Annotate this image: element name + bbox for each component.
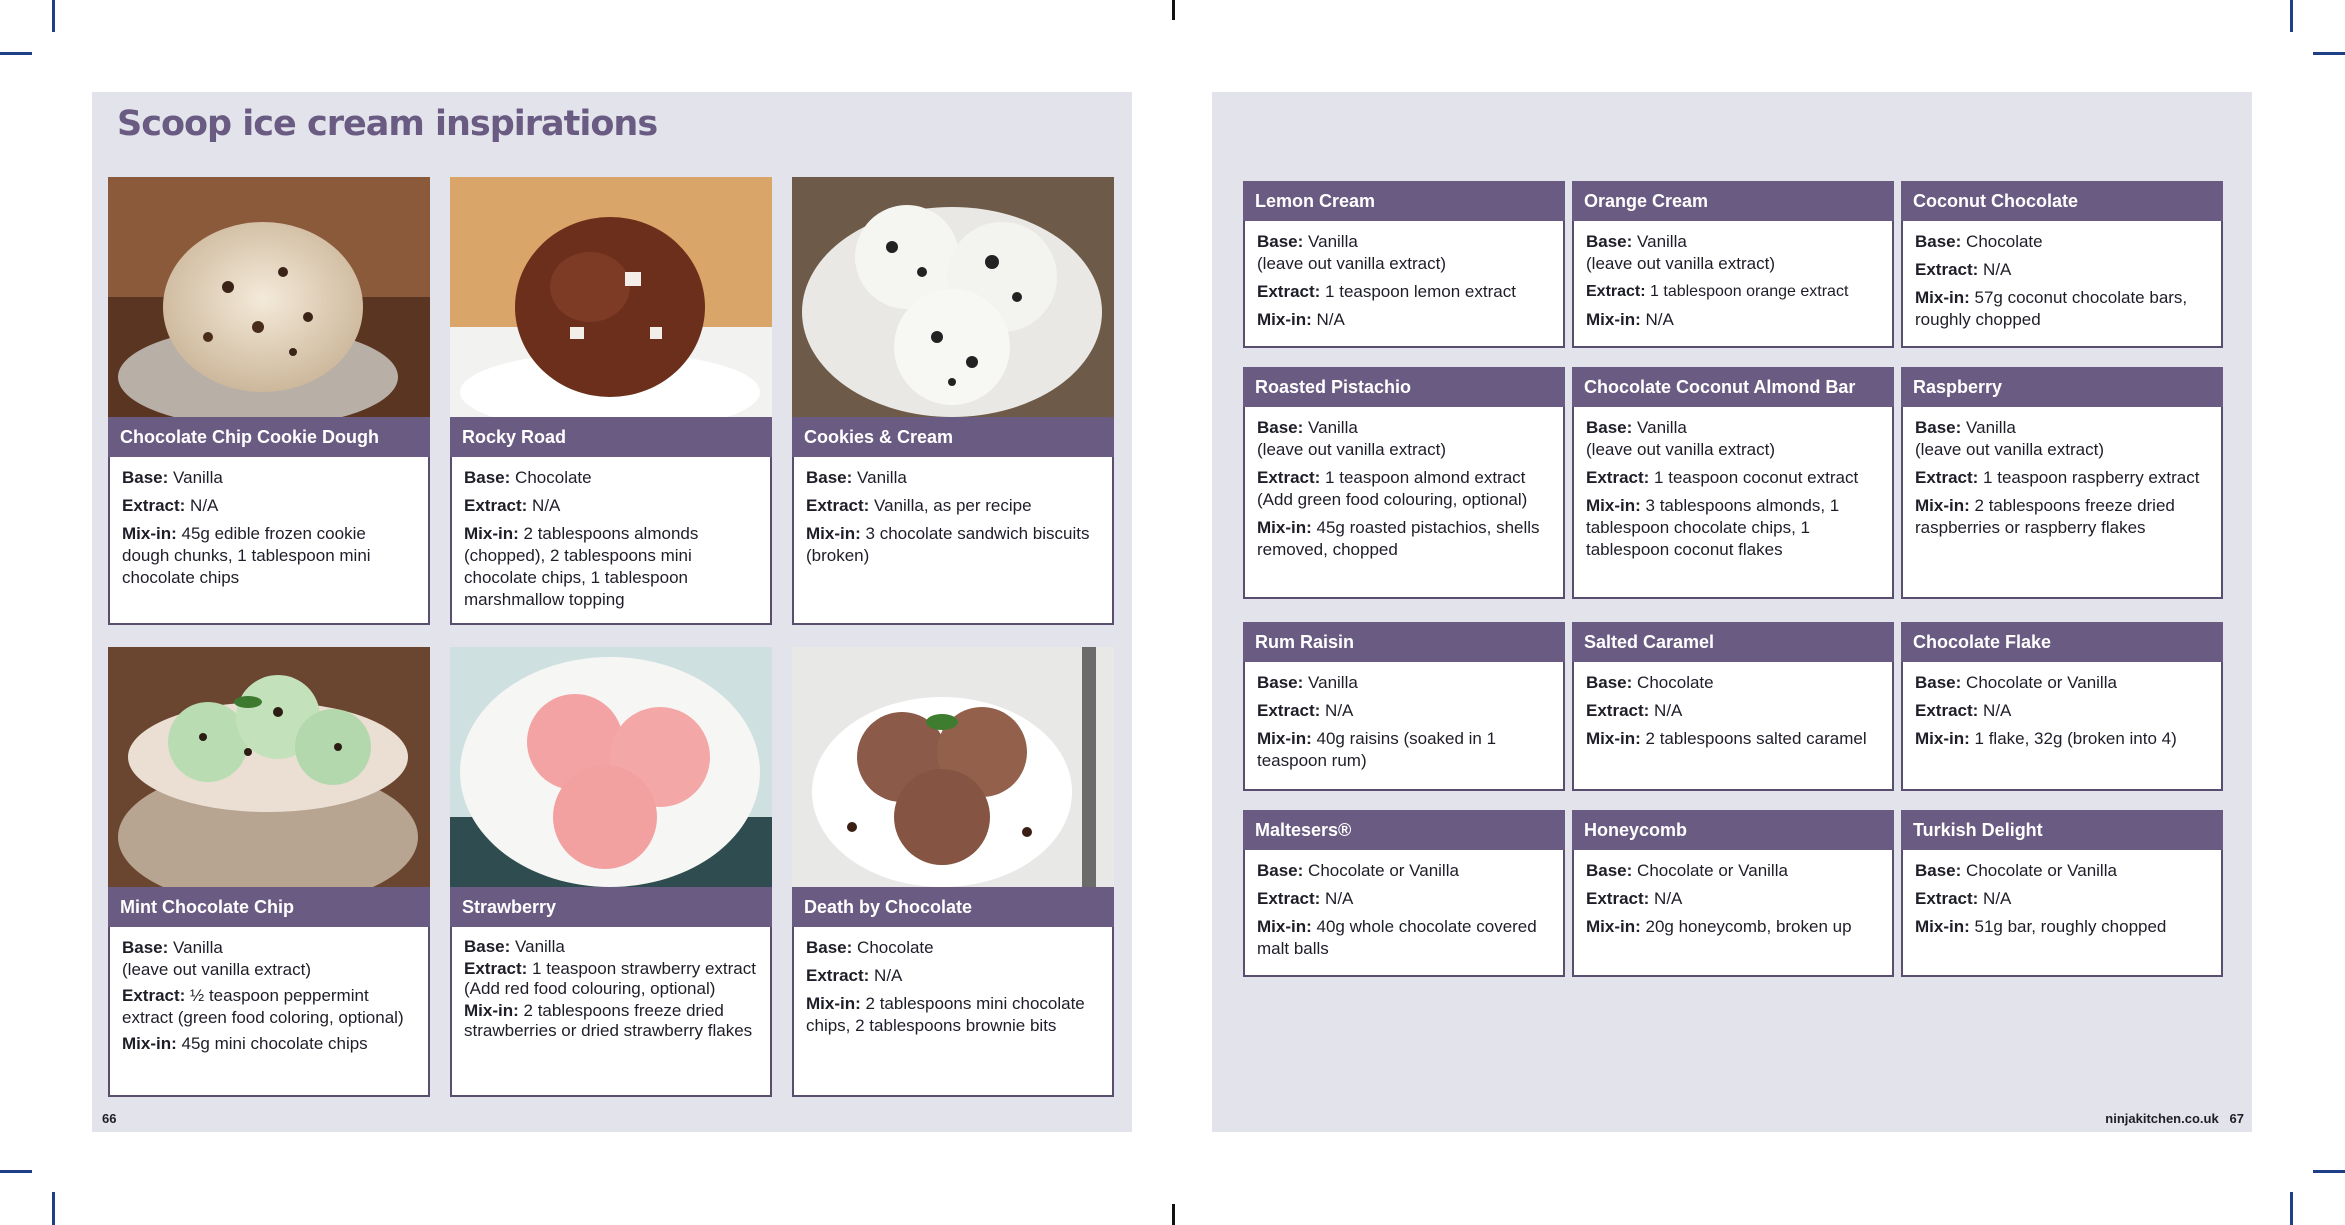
recipe-details: Base: Chocolate or Vanilla Extract: N/A Mix-in: 40g whole chocolate covered malt balls (1243, 850, 1565, 977)
ice-cream-photo (792, 177, 1114, 417)
recipe-details: Base: Chocolate Extract: N/A Mix-in: 57g coconut chocolate bars, roughly chopped (1901, 221, 2223, 348)
right-page (1212, 92, 2252, 1132)
recipe-name: Maltesers® (1243, 810, 1565, 850)
recipe-card-maltesers (1243, 810, 1565, 977)
recipe-card-lemon-cream (1243, 181, 1565, 348)
recipe-card-rocky-road (450, 177, 772, 625)
recipe-name: Strawberry (450, 887, 772, 927)
page-number: 67 (2229, 1111, 2244, 1126)
ice-cream-photo (792, 647, 1114, 887)
recipe-name: Roasted Pistachio (1243, 367, 1565, 407)
recipe-name: Salted Caramel (1572, 622, 1894, 662)
ice-cream-photo (450, 177, 772, 417)
recipe-details: Base: Vanilla Extract: 1 teaspoon strawberry extract (Add red food colouring, optional) Mix-in: 2 tablespoons freeze dried strawberries or dried strawberry flakes (450, 927, 772, 1097)
recipe-card-chocolate-flake (1901, 622, 2223, 791)
left-page (92, 92, 1132, 1132)
recipe-card-turkish-delight (1901, 810, 2223, 977)
recipe-name: Mint Chocolate Chip (108, 887, 430, 927)
crop-mark (1172, 0, 1175, 20)
page-footer (2105, 1111, 2244, 1126)
recipe-details: Base: Vanilla (leave out vanilla extract) Extract: 1 teaspoon coconut extract Mix-in: 3 tablespoons almonds, 1 tablespoon chocolate chips, 1 tablespoon coconut flakes (1572, 407, 1894, 599)
recipe-card-coconut-chocolate (1901, 181, 2223, 348)
recipe-name: Rocky Road (450, 417, 772, 457)
recipe-details: Base: Vanilla (leave out vanilla extract) Extract: 1 teaspoon lemon extract Mix-in: N/A (1243, 221, 1565, 348)
recipe-details: Base: Vanilla Extract: Vanilla, as per recipe Mix-in: 3 chocolate sandwich biscuits (broken) (792, 457, 1114, 625)
crop-mark (0, 1170, 32, 1173)
recipe-details: Base: Chocolate Extract: N/A Mix-in: 2 tablespoons mini chocolate chips, 2 tablespoons brownie bits (792, 927, 1114, 1097)
crop-mark (2290, 1192, 2293, 1225)
crop-mark (0, 52, 32, 55)
crop-mark (52, 1192, 55, 1225)
recipe-name: Chocolate Chip Cookie Dough (108, 417, 430, 457)
ice-cream-photo (108, 647, 430, 887)
crop-mark (2313, 1170, 2345, 1173)
recipe-details: Base: Vanilla (leave out vanilla extract) Extract: 1 tablespoon orange extract Mix-in: N/A (1572, 221, 1894, 348)
crop-mark (52, 0, 55, 32)
crop-mark (1172, 1204, 1175, 1225)
recipe-details: Base: Chocolate Extract: N/A Mix-in: 2 tablespoons salted caramel (1572, 662, 1894, 791)
recipe-name: Honeycomb (1572, 810, 1894, 850)
crop-mark (2313, 52, 2345, 55)
recipe-card-choc-coconut-almond-bar (1572, 367, 1894, 599)
recipe-details: Base: Vanilla (leave out vanilla extract) Extract: 1 teaspoon almond extract (Add green food colouring, optional) Mix-in: 45g roasted pistachios, shells removed, chopped (1243, 407, 1565, 599)
ice-cream-photo (450, 647, 772, 887)
recipe-details: Base: Vanilla Extract: N/A Mix-in: 40g raisins (soaked in 1 teaspoon rum) (1243, 662, 1565, 791)
ice-cream-photo (108, 177, 430, 417)
recipe-card-cookies-cream (792, 177, 1114, 625)
recipe-details: Base: Vanilla (leave out vanilla extract) Extract: 1 teaspoon raspberry extract Mix-in: 2 tablespoons freeze dried raspberries or raspberry flakes (1901, 407, 2223, 599)
footer-site: ninjakitchen.co.uk (2105, 1111, 2219, 1126)
recipe-name: Death by Chocolate (792, 887, 1114, 927)
recipe-card-mint-choc-chip (108, 647, 430, 1097)
recipe-name: Orange Cream (1572, 181, 1894, 221)
recipe-card-cookie-dough (108, 177, 430, 625)
recipe-name: Cookies & Cream (792, 417, 1114, 457)
recipe-details: Base: Chocolate or Vanilla Extract: N/A Mix-in: 20g honeycomb, broken up (1572, 850, 1894, 977)
recipe-name: Lemon Cream (1243, 181, 1565, 221)
recipe-details: Base: Chocolate or Vanilla Extract: N/A Mix-in: 51g bar, roughly chopped (1901, 850, 2223, 977)
page-number: 66 (102, 1111, 117, 1126)
recipe-name: Chocolate Coconut Almond Bar (1572, 367, 1894, 407)
recipe-card-orange-cream (1572, 181, 1894, 348)
recipe-card-death-by-chocolate (792, 647, 1114, 1097)
recipe-name: Rum Raisin (1243, 622, 1565, 662)
page-title: Scoop ice cream inspirations (117, 104, 658, 144)
recipe-card-honeycomb (1572, 810, 1894, 977)
recipe-details: Base: Vanilla (leave out vanilla extract) Extract: ½ teaspoon peppermint extract (green food coloring, optional) Mix-in: 45g mini chocolate chips (108, 927, 430, 1097)
recipe-card-strawberry (450, 647, 772, 1097)
recipe-details: Base: Vanilla Extract: N/A Mix-in: 45g edible frozen cookie dough chunks, 1 tablespoon mini chocolate chips (108, 457, 430, 625)
recipe-details: Base: Chocolate or Vanilla Extract: N/A Mix-in: 1 flake, 32g (broken into 4) (1901, 662, 2223, 791)
crop-mark (2290, 0, 2293, 32)
recipe-card-rum-raisin (1243, 622, 1565, 791)
recipe-details: Base: Chocolate Extract: N/A Mix-in: 2 tablespoons almonds (chopped), 2 tablespoons mini chocolate chips, 1 tablespoon marshmallow topping (450, 457, 772, 625)
recipe-card-roasted-pistachio (1243, 367, 1565, 599)
recipe-name: Chocolate Flake (1901, 622, 2223, 662)
recipe-name: Turkish Delight (1901, 810, 2223, 850)
recipe-card-salted-caramel (1572, 622, 1894, 791)
recipe-name: Coconut Chocolate (1901, 181, 2223, 221)
recipe-card-raspberry (1901, 367, 2223, 599)
recipe-name: Raspberry (1901, 367, 2223, 407)
